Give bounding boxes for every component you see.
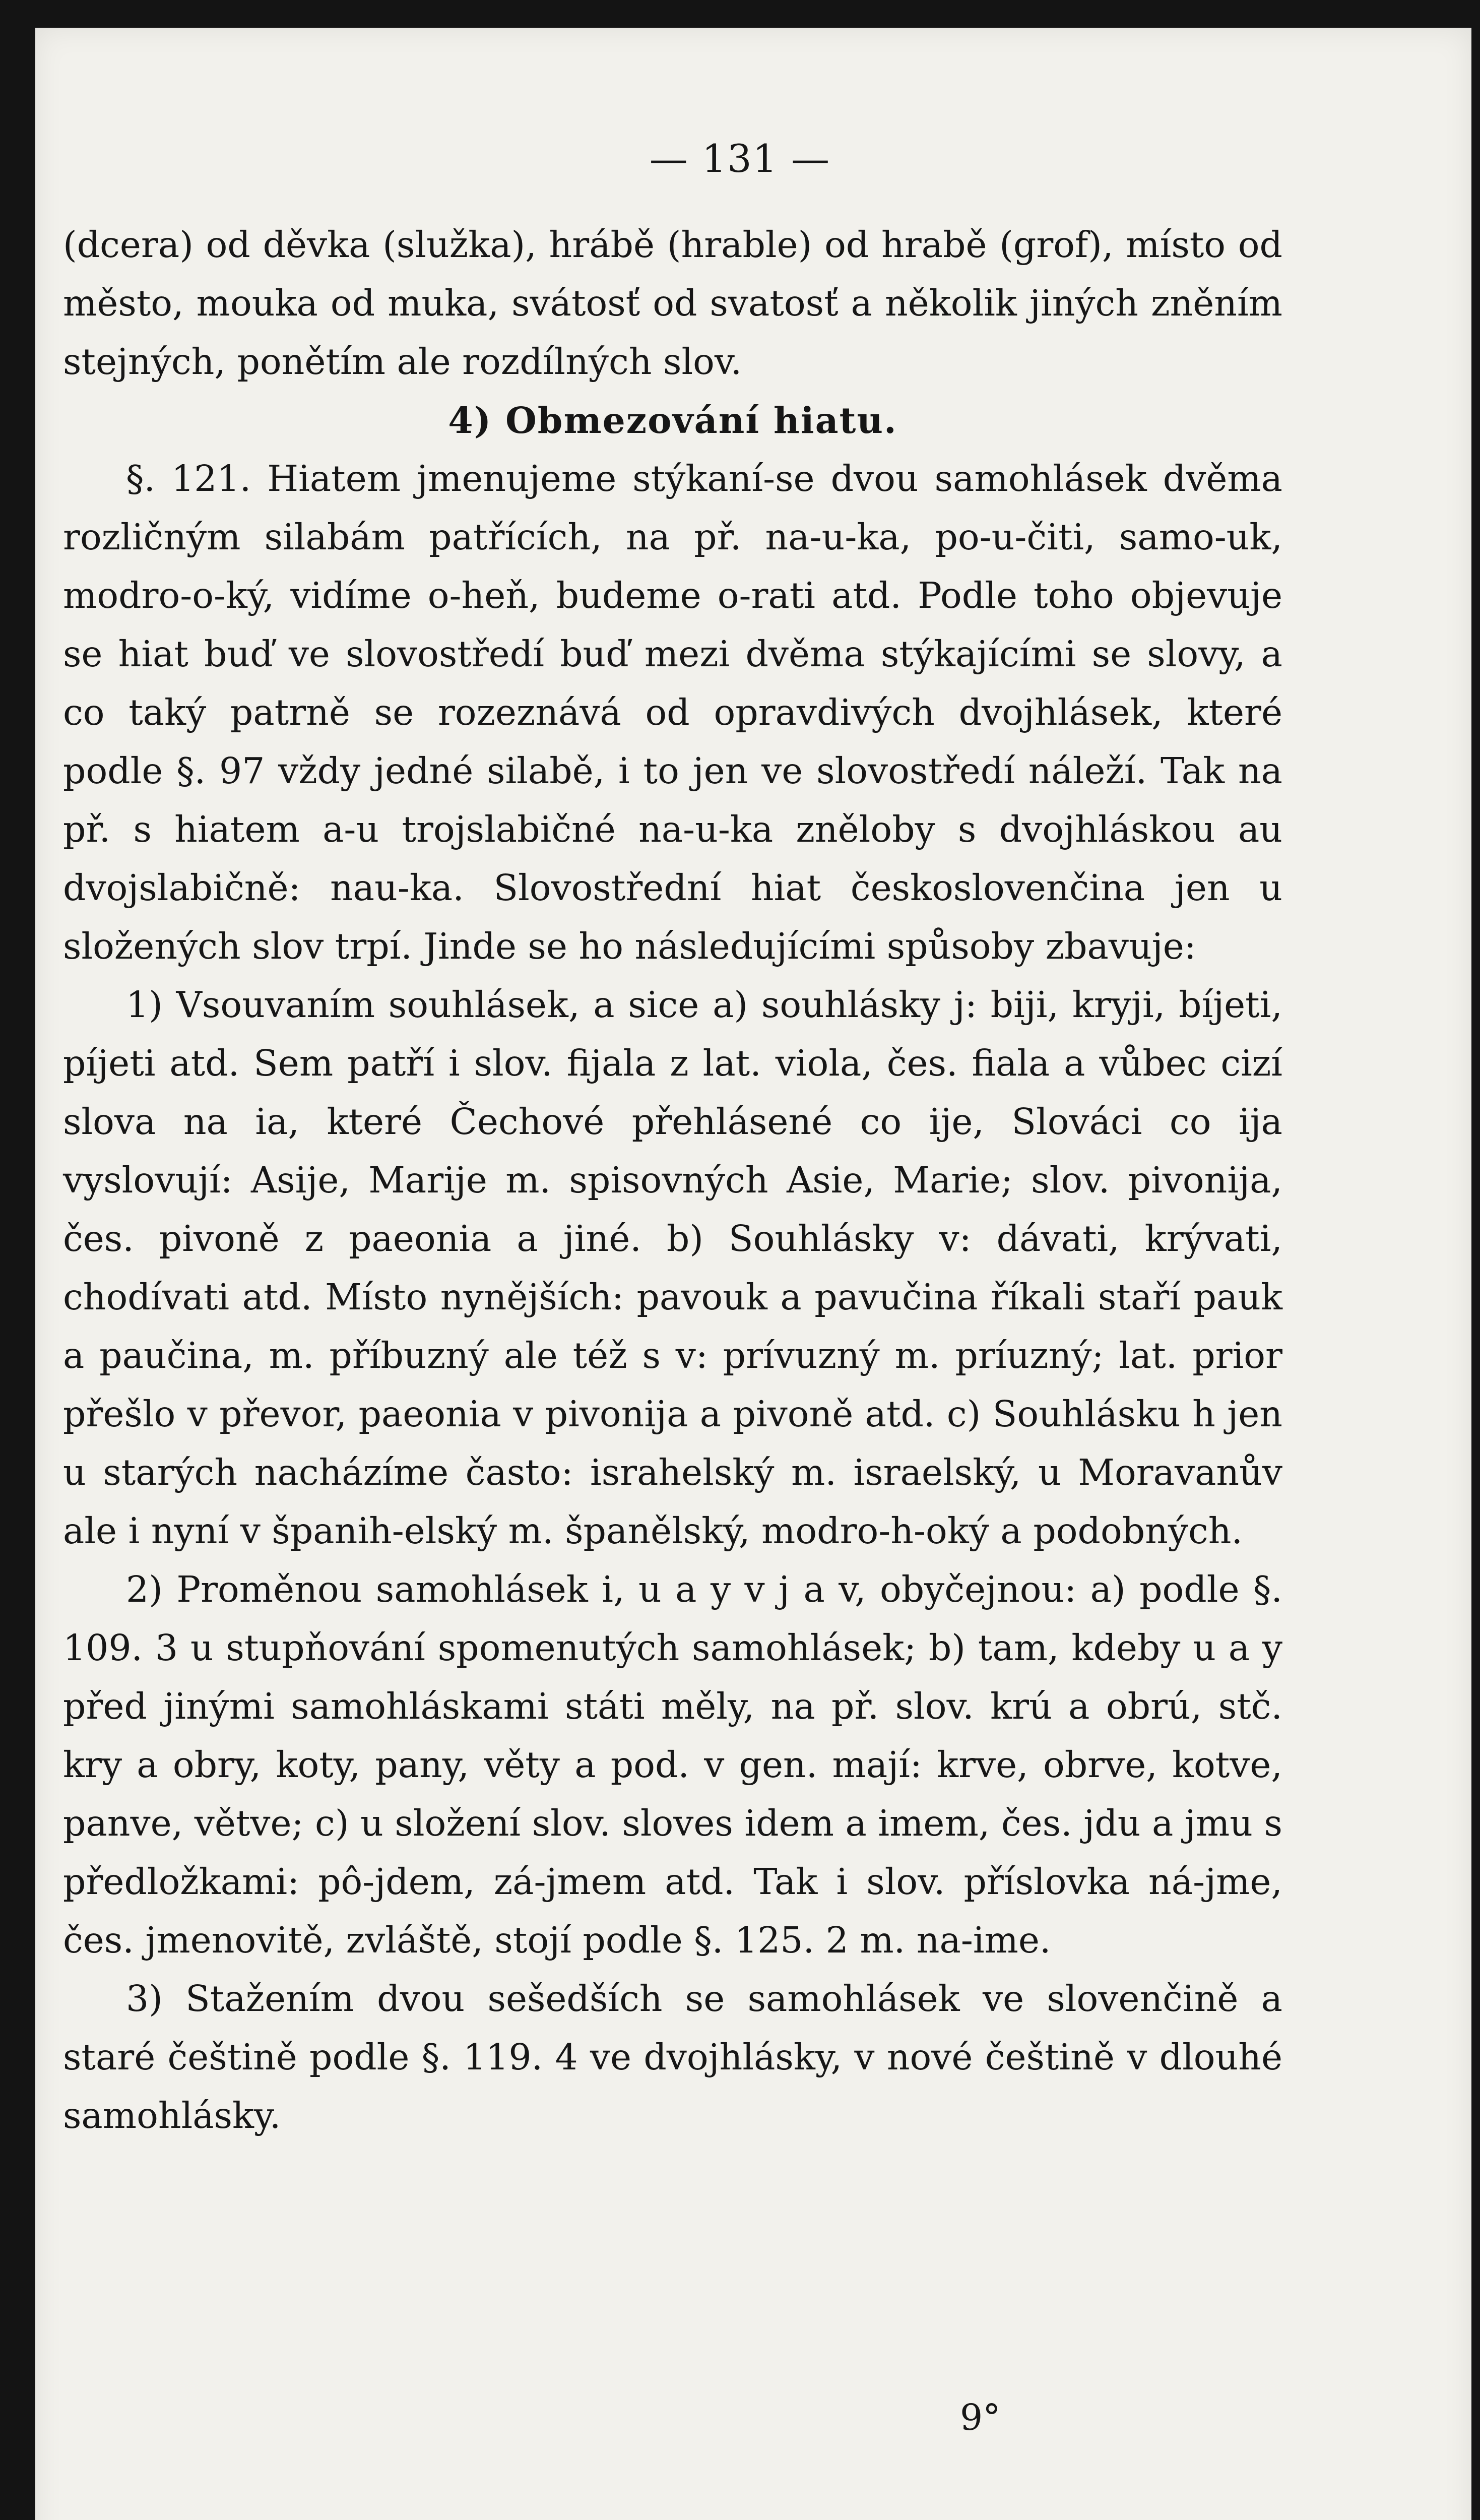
section-heading: 4) Obmezování hiatu. — [448, 399, 897, 442]
page-number: — 131 — — [649, 136, 831, 181]
paragraph-121: §. 121. Hiatem jmenujeme stýkaní-se dvou samohlásek dvěma rozličným silabám patřících, na př. na-u-ka, po-u-čiti, samo-uk, modro-o-ký, vidíme o-heň, budeme o-rati atd. Podle toho objevuje se hiat buď ve slovostředí buď mezi dvěma stýkajícími se slovy, a co taký patrně se rozeznává od opravdivých dvojhlásek, které podle §. 97 vždy jedné silabě, i to jen ve slovostředí náleží. Tak na př. s hiatem a-u trojslabičné na-u-ka zněloby s dvojhláskou au dvojslabičně: nau-ka. Slovostřední hiat českoslovenčina jen u složených slov trpí. Jinde se ho následujícími spůsoby zbavuje: — [63, 458, 1282, 967]
list-item-1: 1) Vsouvaním souhlásek, a sice a) souhlásky j: biji, kryji, bíjeti, píjeti atd. Sem patří i slov. fijala z lat. viola, čes. fiala a vůbec cizí slova na ia, které Čechové přehlásené co ije, Slováci co ija vyslovují: Asije, Marije m. spisovných Asie, Marie; slov. pivonija, čes. pivoně z paeonia a jiné. b) Souhlásky v: dávati, krývati, chodívati atd. Místo nynějších: pavouk a pavučina říkali staří pauk a paučina, m. příbuzný ale též s v: prívuzný m. príuzný; lat. prior přešlo v převor, paeonia v pivonija a pivoně atd. c) Souhlásku h jen u starých nacházíme často: israhelský m. israelský, u Moravanův ale i nyní v španih-elský m. španělský, modro-h-oký a podobných. — [63, 984, 1282, 1552]
signature-mark: 9° — [960, 2397, 1001, 2438]
continuation-paragraph: (dcera) od děvka (služka), hrábě (hrable) od hrabě (grof), místo od město, mouka od muka, svátosť od svatosť a několik jiných zněním stejných, ponětím ale rozdílných slov. — [63, 224, 1282, 383]
list-item-3: 3) Stažením dvou sešedších se samohlásek ve slovenčině a staré češtině podle §. 119. 4 ve dvojhlásky, v nové češtině v dlouhé samohlásky. — [63, 1978, 1282, 2136]
body-text — [63, 216, 1282, 2145]
list-item-2: 2) Proměnou samohlásek i, u a y v j a v, obyčejnou: a) podle §. 109. 3 u stupňování spomenutých samohlásek; b) tam, kdeby u a y před jinými samohláskami státi měly, na př. slov. krú a obrú, stč. kry a obry, koty, pany, věty a pod. v gen. mají: krve, obrve, kotve, panve, větve; c) u složení slov. sloves idem a imem, čes. jdu a jmu s předložkami: pô-jdem, zá-jmem atd. Tak i slov. příslovka ná-jme, čes. jmenovitě, zvláště, stojí podle §. 125. 2 m. na-ime. — [63, 1568, 1282, 1961]
